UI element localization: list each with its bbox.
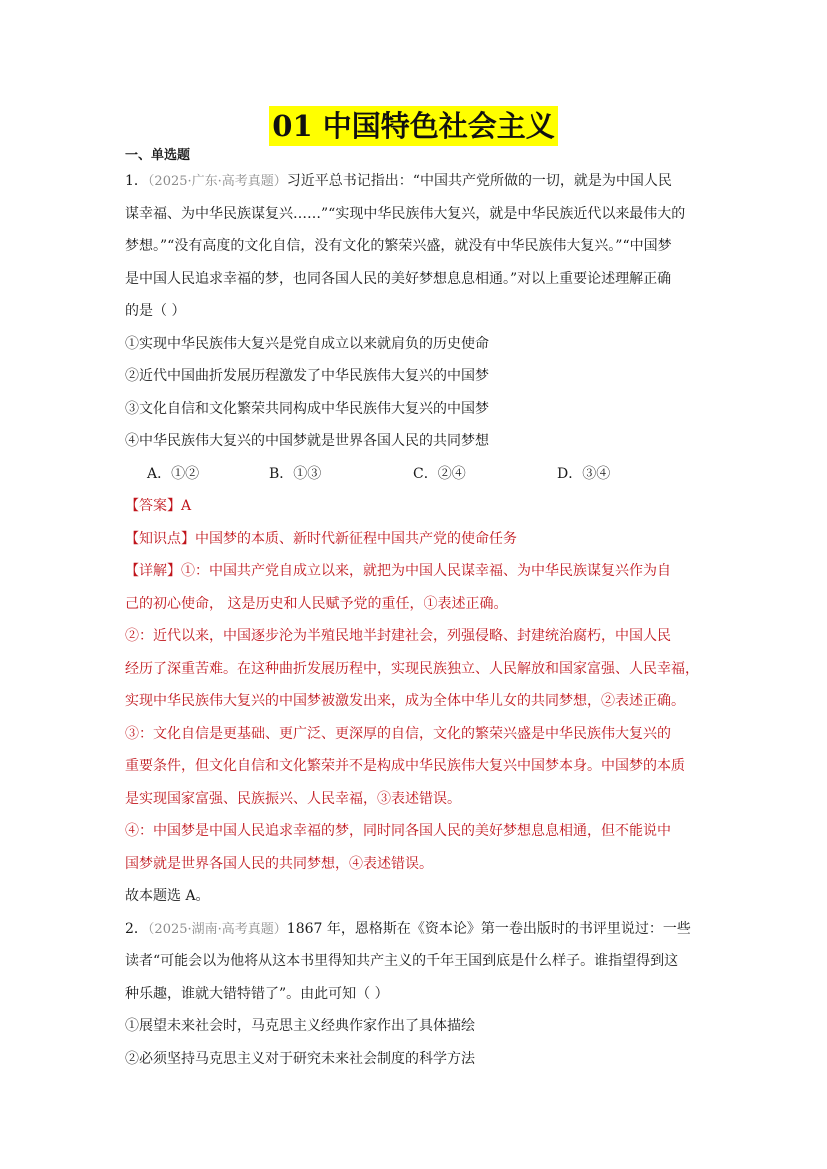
q1-statement: ①实现中华民族伟大复兴是党自成立以来就肩负的历史使命 <box>125 335 489 352</box>
q1-analysis-line: 【详解】①：中国共产党自成立以来，就把为中国人民谋幸福、为中华民族谋复兴作为自 <box>125 563 671 579</box>
q1-stem-line: 的是（ ） <box>125 303 186 319</box>
page-title: 01 中国特色社会主义 <box>269 106 557 146</box>
q1-stem <box>125 165 710 458</box>
q1-stem-line: 是中国人民追求幸福的梦，也同各国人民的美好梦想息息相通。”对以上重要论述理解正确 <box>125 270 672 287</box>
q1-analysis-line: ④：中国梦是中国人民追求幸福的梦，同时同各国人民的美好梦想息息相通，但不能说中 <box>125 823 671 839</box>
q1-stem-line: 梦想。”“没有高度的文化自信，没有文化的繁荣兴盛，就没有中华民族伟大复兴。”“中国梦 <box>125 238 672 254</box>
section-heading: 一、单选题 <box>125 148 191 163</box>
q2-statement: ②必须坚持马克思主义对于研究未来社会制度的科学方法 <box>125 1050 475 1067</box>
q1-option-b: B．①③ <box>269 466 322 482</box>
q1-analysis-line: ②：近代以来，中国逐步沦为半殖民地半封建社会，列强侵略、封建统治腐朽，中国人民 <box>125 628 671 644</box>
title-wrap <box>0 106 827 146</box>
q1-analysis-line: 是实现国家富强、民族振兴、人民幸福，③表述错误。 <box>125 790 461 807</box>
q1-source: （2025·广东·高考真题） <box>147 174 287 189</box>
q2-statement: ①展望未来社会时，马克思主义经典作家作出了具体描绘 <box>125 1018 475 1034</box>
q1-analysis-line: 经历了深重苦难。在这种曲折发展历程中，实现民族独立、人民解放和国家富强、人民幸福， <box>125 660 699 677</box>
q1-statement: ④中华民族伟大复兴的中国梦就是世界各国人民的共同梦想 <box>125 433 489 449</box>
q1-analysis-line: 重要条件，但文化自信和文化繁荣并不是构成中华民族伟大复兴中国梦本身。中国梦的本质 <box>125 758 685 774</box>
q1-number: 1． <box>125 173 148 189</box>
q1-solution <box>125 490 710 880</box>
q1-statement: ②近代中国曲折发展历程激发了中华民族伟大复兴的中国梦 <box>125 368 489 384</box>
q1-stem-line: 1．（2025·广东·高考真题）习近平总书记指出：“中国共产党所做的一切，就是为中国人民 <box>125 173 672 189</box>
q2-number: 2． <box>125 920 148 937</box>
q2-source: （2025·湖南·高考真题） <box>147 921 287 937</box>
q1-stem-line: 谋幸福、为中华民族谋复兴……”“实现中华民族伟大复兴，就是中华民族近代以来最伟大的 <box>125 205 686 222</box>
q1-conclusion: 故本题选 A。 <box>125 888 210 904</box>
q1-analysis-line: 国梦就是世界各国人民的共同梦想，④表述错误。 <box>125 855 433 872</box>
q1-option-d: D．③④ <box>557 466 611 482</box>
q2-stem-line: 种乐趣，谁就大错特错了”。由此可知（ ） <box>125 985 389 1002</box>
q2-block <box>125 880 710 1075</box>
q1-options <box>147 458 667 491</box>
q1-option-c: C．②④ <box>413 466 466 482</box>
q1-option-a: A．①② <box>147 466 200 482</box>
q2-stem-line: 读者“可能会以为他将从这本书里得知共产主义的千年王国到底是什么样子。谁指望得到这 <box>125 953 679 969</box>
q2-stem-line: 2．（2025·湖南·高考真题）1867 年，恩格斯在《资本论》第一卷出版时的书评里说过：一些 <box>125 920 691 937</box>
q1-knowledge: 【知识点】中国梦的本质、新时代新征程中国共产党的使命任务 <box>125 530 517 547</box>
q1-analysis-line: 己的初心使命， 这是历史和人民赋予党的重任，①表述正确。 <box>125 595 508 612</box>
q1-analysis-line: 实现中华民族伟大复兴的中国梦被激发出来，成为全体中华儿女的共同梦想，②表述正确。 <box>125 693 685 709</box>
q1-analysis-line: ③：文化自信是更基础、更广泛、更深厚的自信，文化的繁荣兴盛是中华民族伟大复兴的 <box>125 725 671 742</box>
q1-answer: 【答案】A <box>125 498 192 514</box>
q1-statement: ③文化自信和文化繁荣共同构成中华民族伟大复兴的中国梦 <box>125 400 489 417</box>
